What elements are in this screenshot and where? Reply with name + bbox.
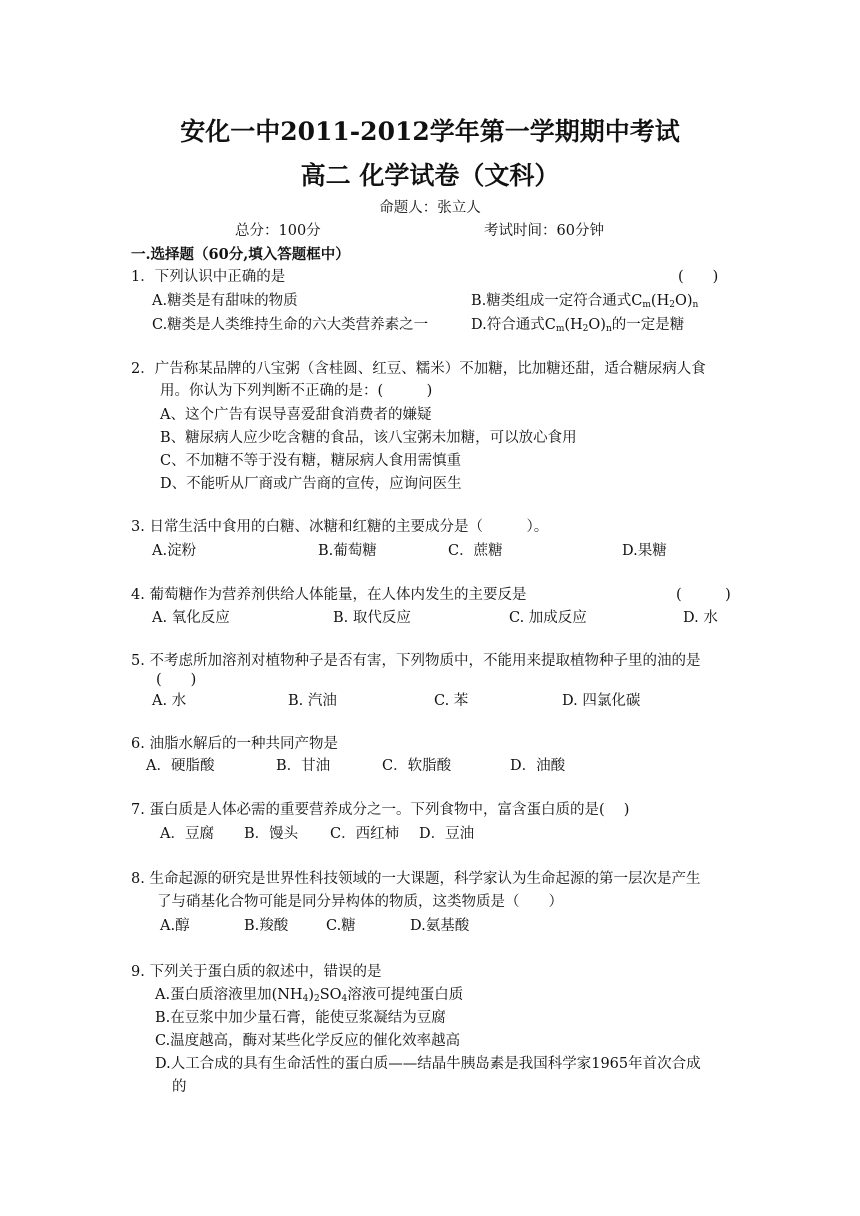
answer-bracket: ( ) xyxy=(676,587,731,603)
total-score: 总分：100分 xyxy=(235,223,321,239)
option-c: C．软脂酸 xyxy=(382,758,452,774)
option-d: D.氨基酸 xyxy=(410,918,470,934)
option-b: B.羧酸 xyxy=(244,918,289,934)
option-c: C. 苯 xyxy=(434,693,469,709)
option-d: D.果糖 xyxy=(622,543,667,559)
option-c: C．蔗糖 xyxy=(448,543,503,559)
option-b: B.葡萄糖 xyxy=(318,543,377,559)
option-b: B.糖类组成一定符合通式$C_m(H_2O)_n$ xyxy=(471,293,699,310)
question-9-stem: 9. 下列关于蛋白质的叙述中，错误的是 xyxy=(131,964,382,980)
exam-subtitle: 高二 化学试卷（文科） xyxy=(300,161,560,190)
option-b: B、糖尿病人应少吃含糖的食品，该八宝粥未加糖，可以放心食用 xyxy=(160,430,577,446)
question-2-stem-cont: 用。你认为下列判断不正确的是：( ) xyxy=(160,383,433,399)
question-3-stem: 3. 日常生活中食用的白糖、冰糖和红糖的主要成分是（ ）。 xyxy=(131,519,549,535)
section-heading: 一.选择题（60分,填入答题框中） xyxy=(131,246,350,263)
exam-time: 考试时间：60分钟 xyxy=(484,223,604,239)
option-c: C.温度越高，酶对某些化学反应的催化效率越高 xyxy=(155,1033,461,1049)
answer-bracket: ( ) xyxy=(156,672,197,688)
question-7-stem: 7. 蛋白质是人体必需的重要营养成分之一。下列食物中，富含蛋白质的是( ) xyxy=(131,802,630,818)
option-d: D.符合通式$C_m(H_2O)_n$的一定是糖 xyxy=(471,317,685,334)
question-2-stem: 2．广告称某品牌的八宝粥（含桂圆、红豆、糯米）不加糖，比加糖还甜，适合糖尿病人食 xyxy=(131,361,706,377)
exam-title: 安化一中2011-2012学年第一学期期中考试 xyxy=(180,117,680,146)
option-a: A.醇 xyxy=(160,918,190,934)
option-d: D．油酸 xyxy=(510,758,566,774)
option-d: D．豆油 xyxy=(419,826,475,842)
option-d: D. 水 xyxy=(683,610,718,626)
option-b: B. 汽油 xyxy=(288,693,337,709)
question-4-stem: 4. 葡萄糖作为营养剂供给人体能量，在人体内发生的主要反是 xyxy=(131,587,527,603)
option-a: A. 氧化反应 xyxy=(152,610,230,626)
option-c: C、不加糖不等于没有糖，糖尿病人食用需慎重 xyxy=(160,453,462,469)
option-d: D. 四氯化碳 xyxy=(562,693,641,709)
option-a: A、这个广告有误导喜爱甜食消费者的嫌疑 xyxy=(160,407,432,423)
option-a: A.糖类是有甜味的物质 xyxy=(152,293,298,309)
option-c: C.糖 xyxy=(326,918,356,934)
option-a: A.蛋白质溶液里加$(NH_4)_2SO_4$溶液可提纯蛋白质 xyxy=(155,987,464,1004)
question-setter: 命题人：张立人 xyxy=(379,200,481,216)
answer-bracket: ( ) xyxy=(678,269,719,285)
option-a: A. 水 xyxy=(152,693,187,709)
option-b: B. 取代反应 xyxy=(333,610,411,626)
option-b: B．甘油 xyxy=(276,758,331,774)
option-d: D.人工合成的具有生命活性的蛋白质——结晶牛胰岛素是我国科学家1965年首次合成 xyxy=(155,1056,701,1072)
question-8-stem-cont: 了与硝基化合物可能是同分异构体的物质，这类物质是（ ） xyxy=(157,894,563,910)
option-c: C. 加成反应 xyxy=(509,610,587,626)
option-b: B．馒头 xyxy=(244,826,299,842)
question-5-stem: 5. 不考虑所加溶剂对植物种子是否有害，下列物质中，不能用来提取植物种子里的油的是 xyxy=(131,653,701,669)
option-a: A．硬脂酸 xyxy=(146,758,215,774)
option-a: A.淀粉 xyxy=(152,543,197,559)
option-d-cont: 的 xyxy=(172,1079,187,1095)
option-d: D、不能听从厂商或广告商的宣传，应询问医生 xyxy=(160,476,462,492)
option-c: C．西红柿 xyxy=(330,826,400,842)
question-1-stem: 1．下列认识中正确的是 xyxy=(131,269,286,285)
question-6-stem: 6. 油脂水解后的一种共同产物是 xyxy=(131,736,338,752)
option-a: A．豆腐 xyxy=(160,826,214,842)
option-b: B.在豆浆中加少量石膏，能使豆浆凝结为豆腐 xyxy=(155,1010,446,1026)
option-c: C.糖类是人类维持生命的六大类营养素之一 xyxy=(152,317,429,333)
question-8-stem: 8. 生命起源的研究是世界性科技领域的一大课题，科学家认为生命起源的第一层次是产生 xyxy=(131,871,701,887)
